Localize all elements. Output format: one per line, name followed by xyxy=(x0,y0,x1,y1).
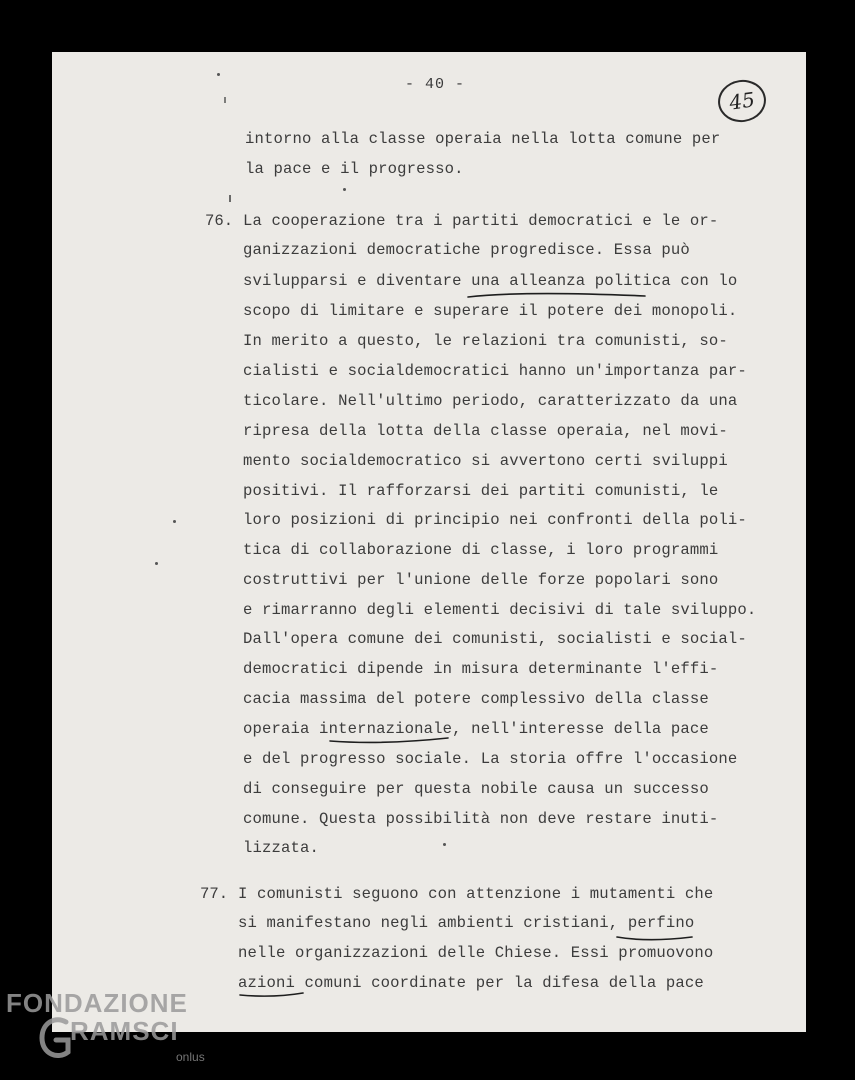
text-line: e rimarranno degli elementi decisivi di tale sviluppo. xyxy=(243,601,757,619)
text-line: di conseguire per questa nobile causa un successo xyxy=(243,780,709,798)
text-line: cialisti e socialdemocratici hanno un'importanza par- xyxy=(243,362,747,380)
text-line: ticolare. Nell'ultimo periodo, caratterizzato da una xyxy=(243,392,738,410)
page-number: - 40 - xyxy=(405,76,466,93)
text-line: lizzata. xyxy=(243,839,320,857)
text-line: ripresa della lotta della classe operaia, nel movi- xyxy=(243,422,728,440)
fondazione-gramsci-watermark xyxy=(4,988,244,1068)
text-line: azioni comuni coordinate per la difesa della pace xyxy=(238,974,704,992)
text-line: La cooperazione tra i partiti democratici e le or- xyxy=(243,212,719,230)
paper-speck xyxy=(443,843,446,846)
paper-speck xyxy=(343,188,346,191)
paper-speck xyxy=(217,73,220,76)
paragraph-number: 77. xyxy=(200,885,229,903)
paragraph-number: 76. xyxy=(205,212,234,230)
text-line: loro posizioni di principio nei confronti della poli- xyxy=(243,511,747,529)
text-line: intorno alla classe operaia nella lotta comune per xyxy=(245,130,721,148)
text-line: la pace e il progresso. xyxy=(245,160,464,178)
watermark-line2: RAMSCI xyxy=(70,1016,179,1046)
underline-alleanza-politica xyxy=(468,293,645,297)
text-line: positivi. Il rafforzarsi dei partiti comunisti, le xyxy=(243,482,719,500)
watermark-suffix: onlus xyxy=(176,1050,205,1064)
text-line: cacia massima del potere complessivo della classe xyxy=(243,690,709,708)
text-line: comune. Questa possibilità non deve restare inuti- xyxy=(243,810,719,828)
paper-speck xyxy=(155,562,158,565)
underline-azioni-comuni xyxy=(240,993,303,996)
watermark-line1: FONDAZIONE xyxy=(6,988,188,1018)
paper-speck xyxy=(173,520,176,523)
text-line: ganizzazioni democratiche progredisce. Essa può xyxy=(243,241,690,259)
text-line: si manifestano negli ambienti cristiani, perfino xyxy=(238,914,695,932)
text-line: svilupparsi e diventare una alleanza politica con lo xyxy=(243,272,738,290)
text-line: e del progresso sociale. La storia offre l'occasione xyxy=(243,750,738,768)
text-line: In merito a questo, le relazioni tra comunisti, so- xyxy=(243,332,728,350)
text-line: democratici dipende in misura determinante l'effi- xyxy=(243,660,719,678)
text-line: nelle organizzazioni delle Chiese. Essi promuovono xyxy=(238,944,714,962)
text-line: tica di collaborazione di classe, i loro programmi xyxy=(243,541,719,559)
text-line: mento socialdemocratico si avvertono certi sviluppi xyxy=(243,452,728,470)
text-line: operaia internazionale, nell'interesse della pace xyxy=(243,720,709,738)
text-line: scopo di limitare e superare il potere dei monopoli. xyxy=(243,302,738,320)
text-line: costruttivi per l'unione delle forze popolari sono xyxy=(243,571,719,589)
underline-perfino xyxy=(617,937,692,940)
g-logo-icon xyxy=(38,1014,72,1064)
text-line: Dall'opera comune dei comunisti, socialisti e social- xyxy=(243,630,747,648)
underline-internazionale xyxy=(330,738,448,742)
text-line: I comunisti seguono con attenzione i mutamenti che xyxy=(238,885,714,903)
handwritten-folio-number: 45 xyxy=(715,77,768,125)
